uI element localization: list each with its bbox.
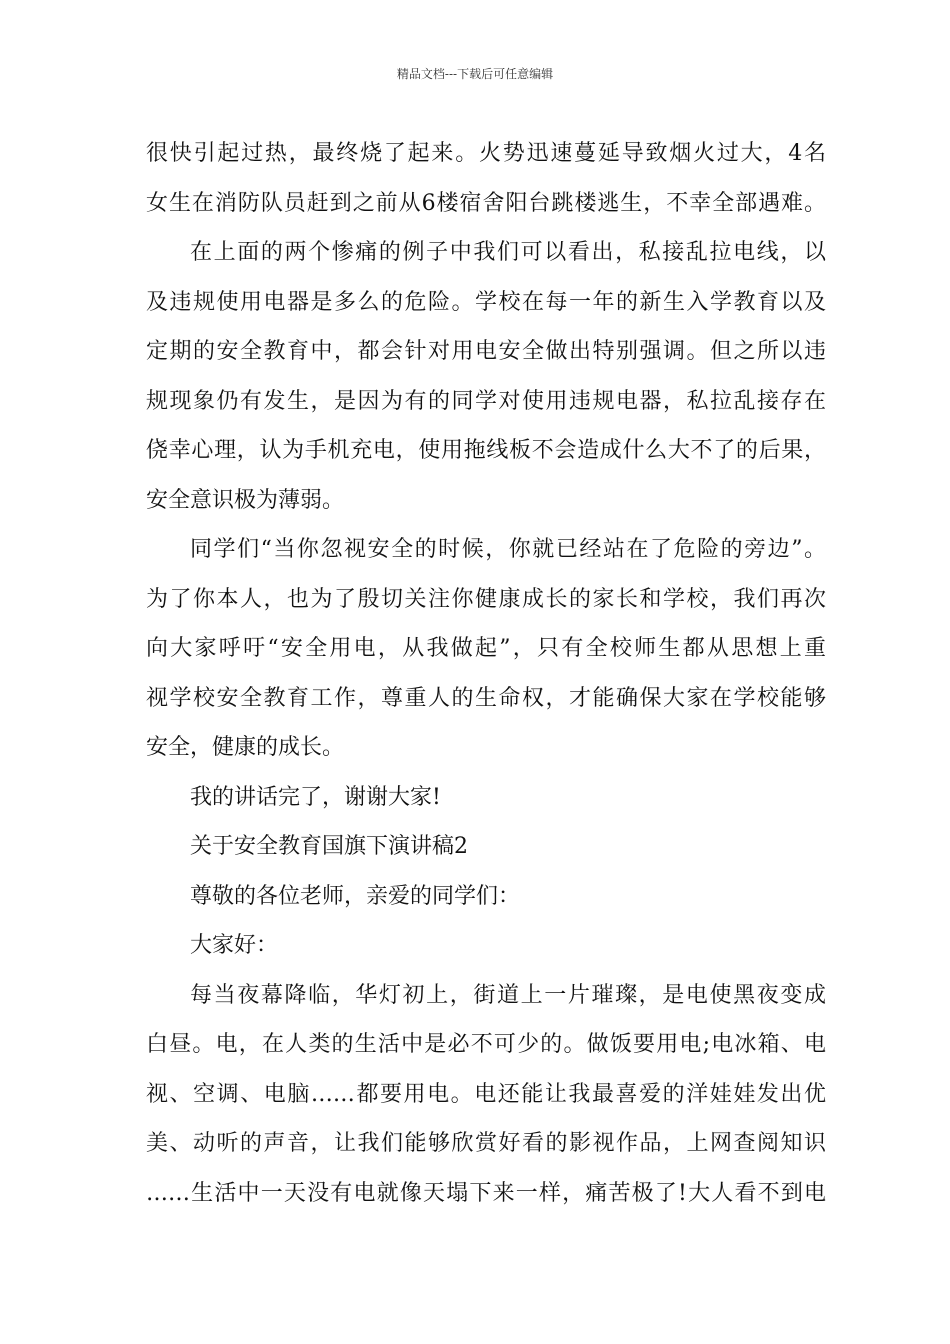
- text-line: 在上面的两个惨痛的例子中我们可以看出，私接乱拉电线，以: [190, 240, 826, 265]
- text-line: 尊敬的各位老师，亲爱的同学们：: [190, 883, 521, 909]
- text-line: 大家好：: [190, 933, 279, 958]
- text-line: 安全，健康的成长。: [146, 735, 345, 760]
- text-line: 安全意识极为薄弱。: [146, 487, 345, 513]
- text-line: 很快引起过热，最终烧了起来。火势迅速蔓延导致烟火过大，4名: [146, 141, 826, 166]
- document-body: [146, 129, 826, 1218]
- text-line: 美、动听的声音，让我们能够欣赏好看的影视作品，上网查阅知识: [146, 1131, 826, 1156]
- text-line: 侥幸心理，认为手机充电，使用拖线板不会造成什么大不了的后果，: [146, 438, 826, 463]
- text-line: ……生活中一天没有电就像天塌下来一样，痛苦极了!大人看不到电: [146, 1180, 826, 1206]
- text-line: 同学们“当你忽视安全的时候，你就已经站在了危险的旁边”。: [190, 537, 826, 562]
- text-line: 我的讲话完了，谢谢大家!: [190, 784, 441, 810]
- text-line: 规现象仍有发生，是因为有的同学对使用违规电器，私拉乱接存在: [146, 388, 826, 414]
- text-line: 视、空调、电脑……都要用电。电还能让我最喜爱的洋娃娃发出优: [146, 1081, 826, 1107]
- text-line: 女生在消防队员赶到之前从6楼宿舍阳台跳楼逃生，不幸全部遇难。: [146, 190, 826, 216]
- text-line: 视学校安全教育工作，尊重人的生命权，才能确保大家在学校能够: [146, 685, 826, 711]
- text-line: 白昼。电，在人类的生活中是必不可少的。做饭要用电;电冰箱、电: [146, 1032, 826, 1057]
- text-line: 定期的安全教育中，都会针对用电安全做出特别强调。但之所以违: [146, 339, 826, 364]
- text-line: 向大家呼吁“安全用电，从我做起”，只有全校师生都从思想上重: [146, 636, 826, 661]
- text-line: 及违规使用电器是多么的危险。学校在每一年的新生入学教育以及: [146, 289, 826, 315]
- text-line: 为了你本人，也为了殷切关注你健康成长的家长和学校，我们再次: [146, 586, 826, 612]
- text-line: 关于安全教育国旗下演讲稿2: [190, 834, 468, 859]
- page-header: 精品文档---下载后可任意编辑: [396, 67, 554, 81]
- text-line: 每当夜幕降临，华灯初上，街道上一片璀璨，是电使黑夜变成: [190, 982, 826, 1008]
